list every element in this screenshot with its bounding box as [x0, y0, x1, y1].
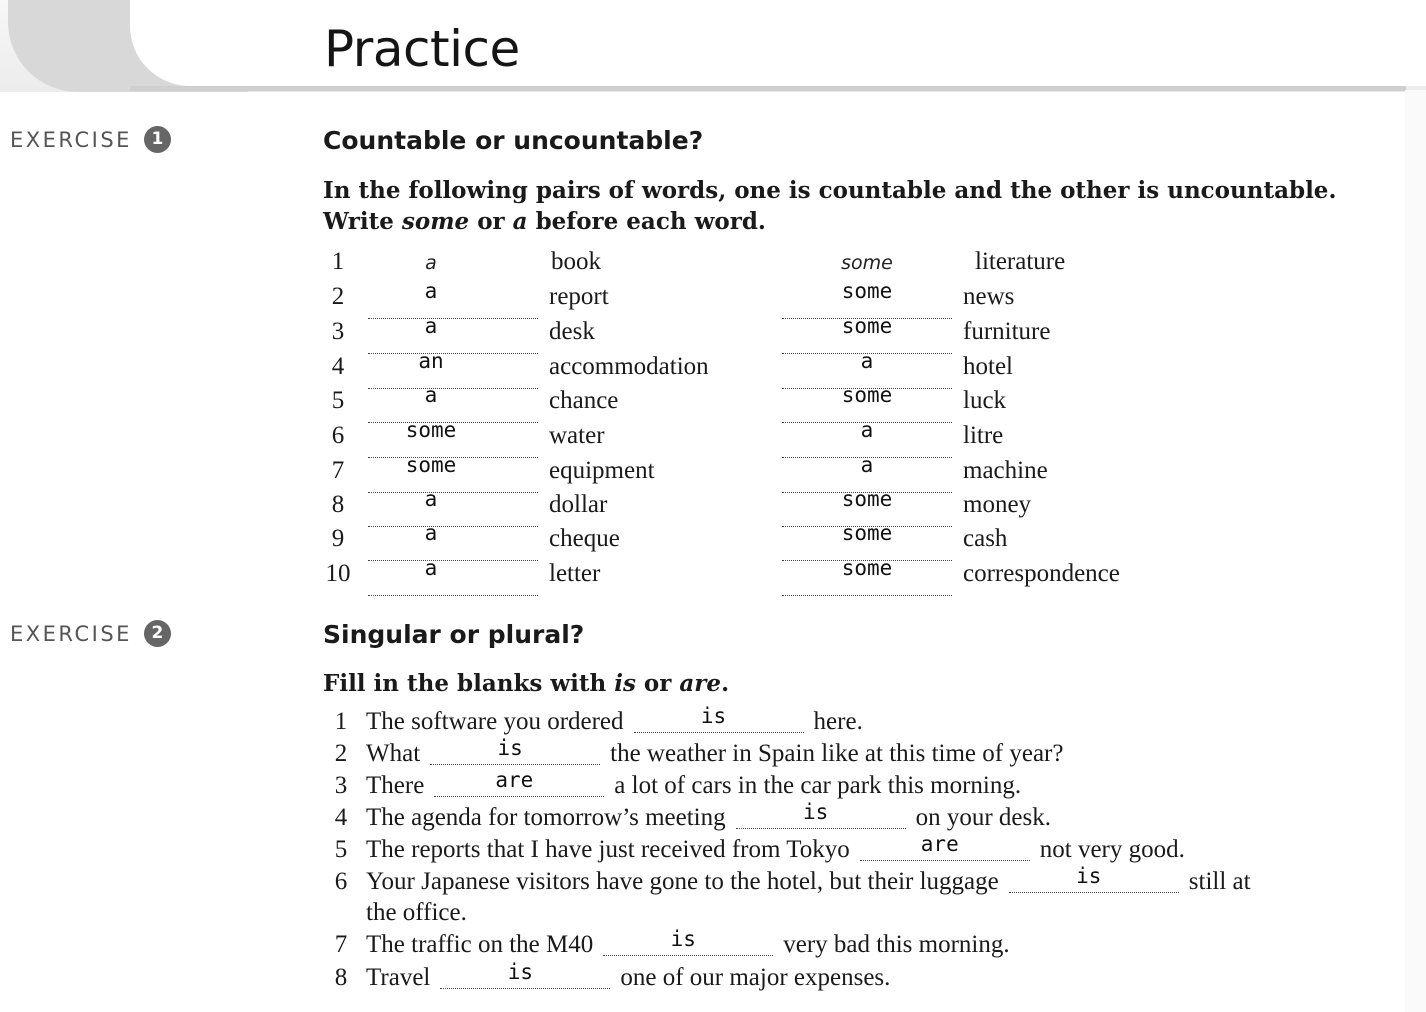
word-1: letter	[549, 560, 601, 587]
instruction-text: Fill in the blanks with	[323, 670, 615, 697]
instruction-text: before each word.	[527, 208, 766, 235]
instruction-text: or	[469, 208, 513, 235]
item-number: 4	[331, 353, 345, 380]
exercise-1-item	[0, 279, 1426, 317]
sentence-start: What	[366, 740, 421, 767]
item-number: 3	[334, 772, 348, 799]
sentence-start: The agenda for tomorrow’s meeting	[366, 804, 726, 831]
exercise-2-item	[0, 832, 1426, 868]
word-2: furniture	[963, 318, 1051, 345]
page-title: Practice	[324, 20, 520, 78]
sentence-start: Travel	[366, 964, 431, 991]
exercise-2-label	[10, 620, 171, 647]
answer-1: a	[424, 279, 438, 303]
word-2: news	[963, 283, 1015, 310]
instruction-text: or	[635, 670, 680, 697]
item-number: 7	[331, 457, 345, 484]
exercise-1-item	[0, 556, 1426, 594]
item-number: 5	[334, 836, 348, 863]
item-number: 6	[331, 422, 345, 449]
exercise-1-label-text: EXERCISE	[10, 127, 132, 152]
word-2: litre	[963, 422, 1004, 449]
item-number: 4	[334, 804, 348, 831]
sentence-end: very bad this morning.	[783, 931, 1010, 958]
word-1: equipment	[549, 457, 655, 484]
exercise-1-item	[0, 383, 1426, 421]
answer-2: a	[860, 418, 874, 442]
answer-1: an	[418, 349, 444, 373]
exercise-2-item	[0, 800, 1426, 836]
answer: is	[670, 927, 696, 951]
answer: is	[507, 960, 533, 984]
exercise-2-item	[0, 927, 1426, 963]
exercise-2-instruction	[323, 668, 729, 699]
answer-1: a	[425, 252, 437, 274]
exercise-2-item	[0, 864, 1426, 926]
word-2: cash	[963, 525, 1008, 552]
answer: is	[497, 736, 523, 760]
instruction-text: .	[721, 670, 730, 697]
item-number: 5	[331, 387, 345, 414]
sentence-end: on your desk.	[915, 804, 1052, 831]
answer: is	[700, 704, 727, 728]
instruction-line-1: In the following pairs of words, one is countable and the other is uncountable.	[323, 177, 1337, 204]
sentence-end: here.	[813, 708, 863, 735]
word-2: machine	[963, 457, 1048, 484]
exercise-2-item	[0, 960, 1426, 996]
answer-blank-1[interactable]	[368, 585, 538, 596]
exercise-2-item	[0, 736, 1426, 772]
item-number: 8	[331, 491, 345, 518]
answer: are	[495, 768, 534, 792]
answer-2: a	[860, 349, 874, 373]
answer-2: some	[841, 252, 893, 274]
answer-2: a	[860, 453, 874, 477]
exercise-1-item	[0, 453, 1426, 491]
answer-1: some	[405, 418, 457, 442]
exercise-2-item	[0, 768, 1426, 804]
item-number: 1	[331, 248, 345, 275]
sentence-continuation: the office.	[366, 899, 467, 926]
word-2: hotel	[963, 353, 1013, 380]
answer-2: some	[841, 521, 893, 545]
word-2: luck	[963, 387, 1007, 414]
exercise-2-number-badge: 2	[144, 620, 171, 647]
answer-2: some	[841, 556, 893, 580]
word-1: water	[549, 422, 605, 449]
sentence-start: There	[366, 772, 425, 799]
instruction-text: Write	[323, 208, 402, 235]
answer-2: some	[841, 279, 893, 303]
sentence-end: still at	[1188, 868, 1251, 895]
sentence-start: The software you ordered	[366, 708, 624, 735]
word-1: chance	[549, 387, 619, 414]
word-1: report	[549, 283, 609, 310]
exercise-1-title: Countable or uncountable?	[323, 126, 704, 155]
sentence-start: The traffic on the M40	[366, 931, 594, 958]
exercise-1-item	[0, 248, 1426, 282]
header-rule	[130, 86, 1406, 91]
exercise-1-item	[0, 487, 1426, 525]
answer-2: some	[841, 314, 893, 338]
item-number: 8	[334, 964, 348, 991]
exercise-1-item	[0, 521, 1426, 559]
sentence-end: the weather in Spain like at this time of year?	[610, 740, 1064, 767]
exercise-1-instruction	[323, 175, 1336, 237]
item-number: 3	[331, 318, 345, 345]
sentence-end: a lot of cars in the car park this morning.	[614, 772, 1022, 799]
header-band	[0, 0, 1426, 98]
answer-1: some	[405, 453, 457, 477]
word-1: desk	[549, 318, 595, 345]
exercise-1-item	[0, 418, 1426, 456]
sentence-start: Your Japanese visitors have gone to the hotel, but their luggage	[366, 868, 999, 895]
exercise-2-label-text: EXERCISE	[10, 621, 132, 646]
sentence-start: The reports that I have just received from Tokyo	[366, 836, 850, 863]
word-1: cheque	[549, 525, 620, 552]
instruction-line-2	[323, 208, 766, 235]
word-2: correspondence	[963, 560, 1120, 587]
word-2: money	[963, 491, 1032, 518]
item-number: 6	[334, 868, 348, 895]
item-number: 9	[331, 525, 345, 552]
item-number: 2	[331, 283, 345, 310]
answer-1: a	[424, 383, 438, 407]
instruction-emphasis: some	[401, 208, 470, 235]
instruction-emphasis: is	[614, 670, 636, 697]
exercise-1-item	[0, 314, 1426, 352]
sentence-end: not very good.	[1039, 836, 1185, 863]
sentence-end: one of our major expenses.	[620, 964, 891, 991]
answer-1: a	[424, 314, 438, 338]
word-1: book	[551, 248, 601, 275]
exercise-1-number-badge: 1	[144, 126, 171, 153]
answer-blank-2[interactable]	[782, 585, 952, 596]
answer-2: some	[841, 487, 893, 511]
answer-1: a	[424, 556, 438, 580]
word-1: dollar	[549, 491, 608, 518]
item-number: 7	[334, 931, 348, 958]
answer-1: a	[424, 521, 438, 545]
exercise-2-item	[0, 704, 1426, 740]
item-number: 1	[334, 708, 348, 735]
item-number: 10	[325, 560, 351, 587]
answer-2: some	[841, 383, 893, 407]
instruction-emphasis: a	[512, 208, 528, 235]
word-2: literature	[975, 248, 1066, 275]
item-number: 2	[334, 740, 348, 767]
exercise-2-title: Singular or plural?	[323, 620, 585, 649]
answer: are	[920, 832, 959, 856]
answer: is	[1076, 864, 1102, 888]
instruction-emphasis: are	[679, 670, 722, 697]
answer-1: a	[424, 487, 438, 511]
exercise-1-label	[10, 126, 171, 153]
answer: is	[802, 800, 829, 824]
exercise-1-item	[0, 349, 1426, 387]
word-1: accommodation	[549, 353, 709, 380]
